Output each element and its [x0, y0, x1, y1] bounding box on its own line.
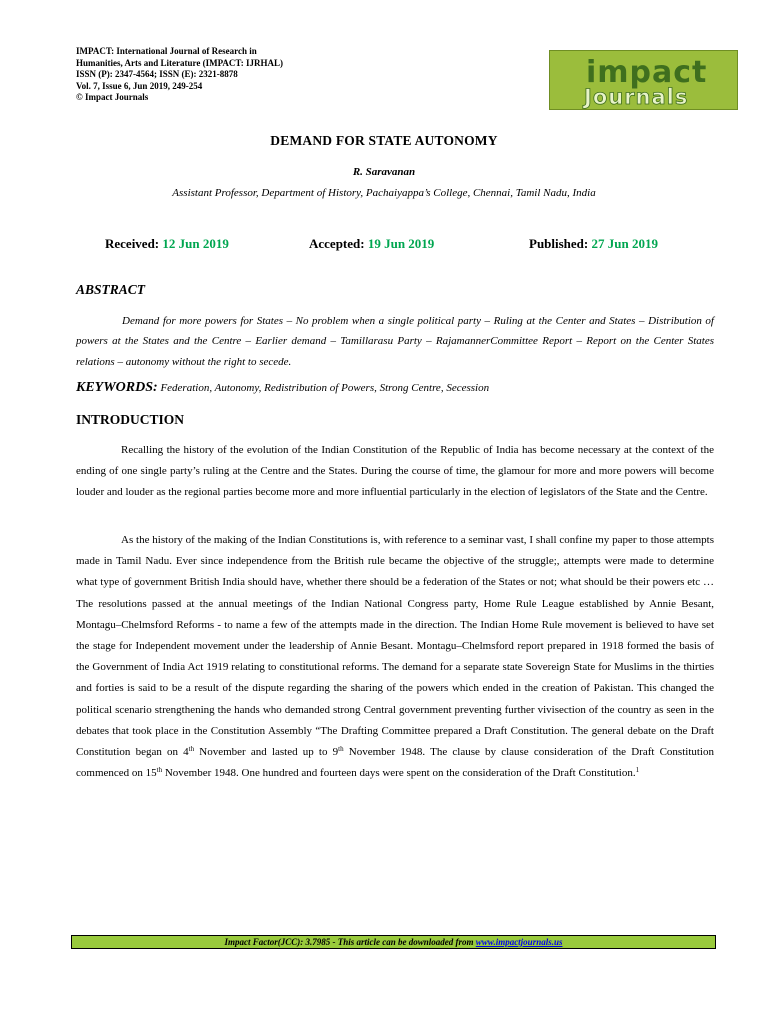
header-line: © Impact Journals	[76, 92, 149, 102]
superscript: th	[338, 745, 344, 754]
superscript: th	[188, 745, 195, 754]
header-line: ISSN (P): 2347-4564; ISSN (E): 2321-8878	[76, 69, 238, 79]
footer-link[interactable]: www.impactjournals.us	[475, 937, 563, 947]
abstract-text: Demand for more powers for States – No problem when a single political party – Ruling at the Center and States – Distribution of powers at the States and the Centre – Earlier demand – Tamillarasu Party – RajamannerCommittee Report – Report on the Center States relations – autonomy without the right to secede.	[76, 315, 714, 368]
journal-header	[76, 46, 396, 104]
intro-paragraph-2	[76, 530, 714, 784]
keywords-label: KEYWORDS:	[76, 380, 158, 395]
impact-journals-logo	[549, 50, 738, 110]
intro-paragraph-2-text-c: November 1948. The clause by clause consideration of the Draft Constitution commenced on 15	[76, 746, 714, 780]
published-value: 27 Jun 2019	[591, 236, 658, 251]
logo-line-1: impact	[586, 55, 708, 90]
author-affiliation: Assistant Professor, Department of History, Pachaiyappa’s College, Chennai, Tamil Nadu, India	[172, 187, 596, 199]
keywords	[76, 380, 716, 396]
keywords-text: Federation, Autonomy, Redistribution of Powers, Strong Centre, Secession	[160, 382, 490, 394]
intro-paragraph-2-text-b: November and lasted up to 9	[194, 746, 339, 759]
header-line: IMPACT: International Journal of Research in	[76, 46, 257, 56]
received-value: 12 Jun 2019	[162, 236, 229, 251]
introduction-heading: INTRODUCTION	[76, 412, 185, 427]
received-label: Received:	[105, 236, 160, 251]
paper-title: DEMAND FOR STATE AUTONOMY	[270, 133, 498, 148]
intro-paragraph-2-text-a: As the history of the making of the Indian Constitutions is, with reference to a seminar vast, I shall confine my paper to those attempts made in Tamil Nadu. Ever since independence from the British rule became the objective of the struggle;, attempts were made to determine what type of government British India should have, whether there should be a federation of the States or not; what should be their powers etc … The resolutions passed at the annual meetings of the Indian National Congress party, Home Rule League established by Annie Besant, Montagu–Chelmsford Reforms - to name a few of the attempts made in the direction. The Indian Home Rule movement is believed to have set the stage for Independent movement under the leadership of Annie Besant. Montagu–Chelmsford report prepared in 1918 formed the basis of the Government of India Act 1919 relating to constitutional reforms. The demand for a separate state Sovereign State for Muslims in the thirties and forties is said to be a result of the dispute regarding the sharing of the powers which ended in the creation of Pakistan. This changed the political scenario strengthening the hands who demanded strong Central government preventing further vivisection of the country as seen in the debates that took place in the Constitution Assembly “The Drafting Committee prepared a Draft Constitution. The general debate on the Draft Constitution began on 4	[76, 534, 714, 759]
intro-paragraph-1	[76, 440, 714, 504]
accepted-label: Accepted:	[309, 236, 365, 251]
header-line: Vol. 7, Issue 6, Jun 2019, 249-254	[76, 80, 203, 91]
author-name: R. Saravanan	[352, 166, 416, 178]
received-date	[105, 236, 229, 252]
header-line: Humanities, Arts and Literature (IMPACT: IJRHAL)	[76, 57, 283, 68]
intro-paragraph-2-text-d: November 1948. One hundred and fourteen days were spent on the consideration of the Draft Constitution.	[162, 767, 636, 780]
accepted-value: 19 Jun 2019	[367, 236, 435, 251]
published-label: Published:	[529, 236, 589, 251]
superscript: th	[156, 766, 163, 775]
footer-text: Impact Factor(JCC): 3.7985 - This article can be downloaded from	[224, 937, 476, 947]
abstract-heading: ABSTRACT	[76, 282, 146, 297]
footnote-ref: 1	[635, 766, 640, 775]
accepted-date	[309, 236, 434, 252]
intro-paragraph-1-text: Recalling the history of the evolution of the Indian Constitution of the Republic of India has become necessary at the context of the ending of one single party’s ruling at the Centre and the States. During the course of time, the glamour for more and more powers will become louder and louder as the regional parties become more and more influential particularly in the election of legislators of the State and the Centre.	[76, 444, 714, 499]
abstract-body	[76, 311, 714, 372]
footer-bar	[71, 935, 716, 949]
published-date	[529, 236, 658, 252]
logo-line-2: Journals	[584, 85, 689, 109]
